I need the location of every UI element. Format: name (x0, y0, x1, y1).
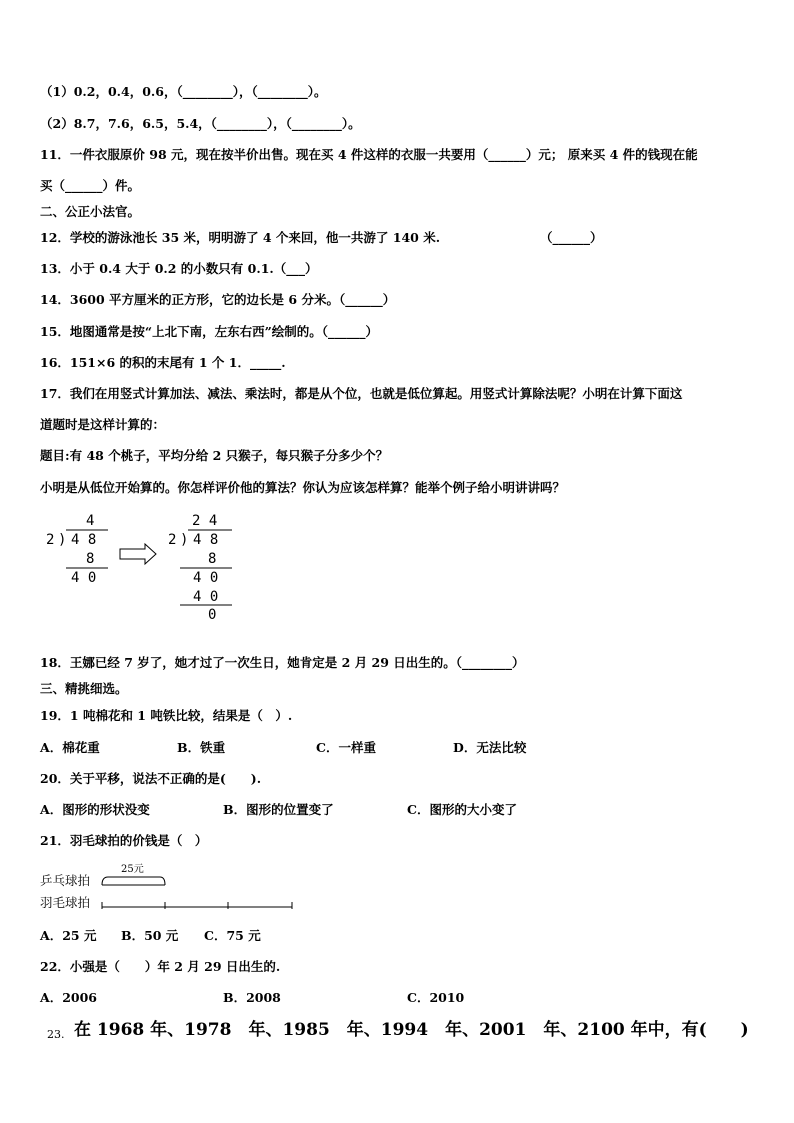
q22-option-b[interactable]: B．2008 (223, 990, 281, 1005)
q12-text: 12．学校的游泳池长 35 米，明明游了 4 个来回，他一共游了 140 米. (40, 230, 441, 245)
q15-text: 15．地图通常是按“上北下南，左东右西”绘制的。（______） (40, 324, 379, 339)
section2-heading: 二、公正小法官。 (40, 204, 141, 219)
q10-part1: （1）0.2，0.4，0.6，（________），（________）。 (40, 84, 327, 99)
q17-line3: 题目:有 48 个桃子，平均分给 2 只猴子，每只猴子分多少个？ (40, 448, 389, 463)
q22-option-a[interactable]: A．2006 (40, 990, 97, 1005)
q20-stem: 20．关于平移，说法不正确的是( ). (40, 771, 262, 786)
left-rem1: 4 0 (71, 570, 97, 586)
q10-part2: （2）8.7，7.6，6.5，5.4，（________），（________）。 (40, 116, 361, 131)
q19-option-a[interactable]: A．棉花重 (40, 740, 100, 755)
q19-option-c[interactable]: C．一样重 (316, 740, 376, 755)
q16-text: 16．151×6 的积的末尾有 1 个 1．_____. (40, 355, 286, 370)
q22-stem: 22．小强是（ ）年 2 月 29 日出生的. (40, 959, 281, 974)
q19-stem: 19．1 吨棉花和 1 吨铁比较，结果是（ ）. (40, 708, 293, 723)
right-rem2: 0 (208, 607, 217, 623)
price-label: 25元 (121, 864, 144, 875)
right-quotient: 2 4 (192, 513, 218, 529)
right-bracket: ) (180, 532, 189, 548)
q17-line1: 17．我们在用竖式计算加法、减法、乘法时，都是从个位，也就是低位算起。用竖式计算除法呢？小明在计算下面这 (40, 386, 683, 401)
left-quotient: 4 (86, 513, 95, 529)
label-pingpong: 乒乓球拍 (40, 873, 91, 888)
q19-option-b[interactable]: B．铁重 (177, 740, 226, 755)
q21-option-b[interactable]: B．50 元 (121, 928, 179, 943)
left-sub1: 8 (86, 551, 95, 567)
q20-option-b[interactable]: B．图形的位置变了 (223, 802, 334, 817)
right-sub1: 8 (208, 551, 217, 567)
q21-stem: 21．羽毛球拍的价钱是（ ） (40, 833, 208, 848)
q19-option-d[interactable]: D．无法比较 (453, 740, 527, 755)
label-badminton: 羽毛球拍 (40, 895, 91, 910)
q14-text: 14．3600 平方厘米的正方形，它的边长是 6 分米。（______） (40, 292, 396, 307)
q11-line1: 11．一件衣服原价 98 元，现在按半价出售。现在买 4 件这样的衣服一共要用（______）元； 原来买 4 件的钱现在能 (40, 147, 698, 162)
q22-option-c[interactable]: C．2010 (407, 990, 465, 1005)
left-divisor: 2 (46, 532, 55, 548)
q23-text: 在 1968 年、1978 年、1985 年、1994 年、2001 年、2100 年中，有( ) (74, 1020, 749, 1040)
price-brace (102, 877, 165, 885)
right-rem1: 4 0 (193, 570, 219, 586)
q18-text: 18．王娜已经 7 岁了，她才过了一次生日，她肯定是 2 月 29 日出生的。（________） (40, 655, 525, 670)
left-dividend: 4 8 (71, 532, 97, 548)
q23-number: 23. (47, 1028, 65, 1041)
right-divisor: 2 (168, 532, 177, 548)
q11-line2: 买（______）件。 (40, 178, 141, 193)
q21-option-a[interactable]: A．25 元 (40, 928, 97, 943)
right-sub2: 4 0 (193, 589, 219, 605)
left-bracket: ) (58, 532, 67, 548)
q17-line2: 道题时是这样计算的： (40, 417, 166, 432)
q20-option-c[interactable]: C．图形的大小变了 (407, 802, 517, 817)
right-dividend: 4 8 (193, 532, 219, 548)
q17-line4: 小明是从低位开始算的。你怎样评价他的算法？你认为应该怎样算？能举个例子给小明讲讲吗？ (40, 480, 566, 495)
q21-option-c[interactable]: C．75 元 (204, 928, 261, 943)
q12-answer-blank[interactable]: （______） (540, 230, 603, 245)
q13-text: 13．小于 0.4 大于 0.2 的小数只有 0.1.（___） (40, 261, 318, 276)
section3-heading: 三、精挑细选。 (40, 681, 128, 696)
q20-option-a[interactable]: A．图形的形状没变 (40, 802, 150, 817)
